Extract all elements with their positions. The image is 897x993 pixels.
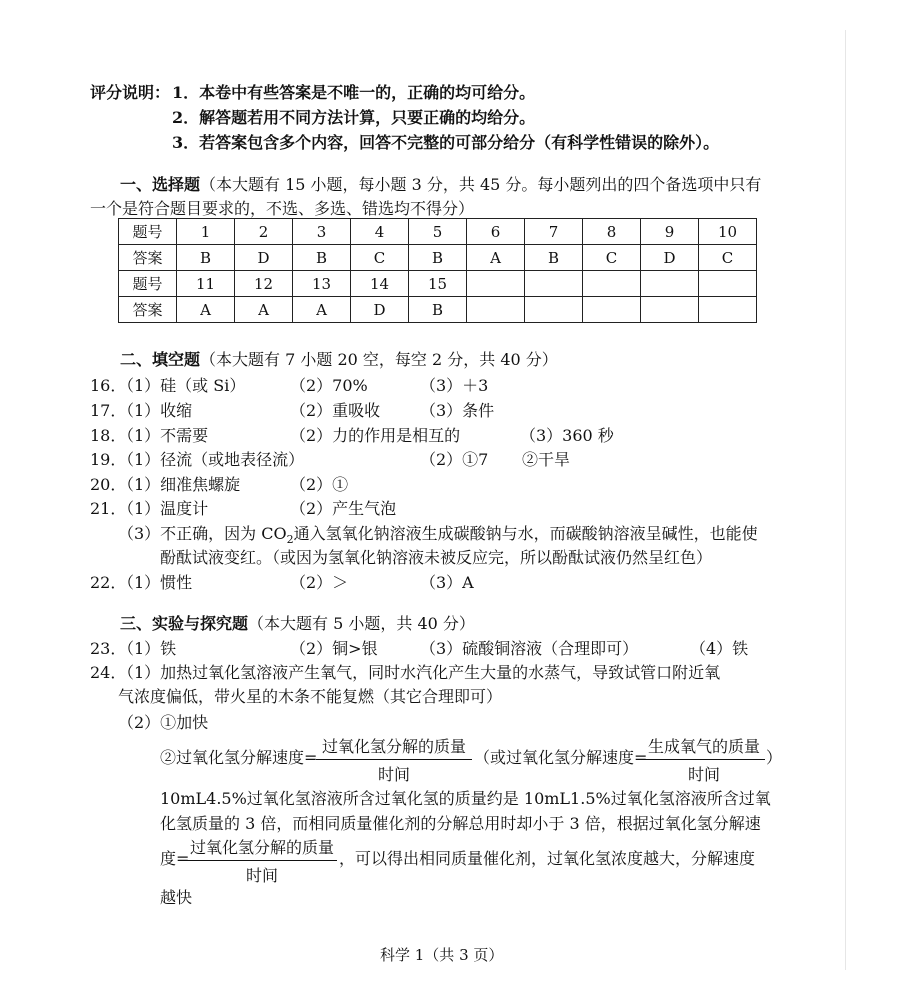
q19-number: 19． [90, 450, 127, 469]
fraction-2 [643, 734, 765, 785]
grading-note-3: 3．若答案包含多个内容，回答不完整的可部分给分（有科学性错误的除外）。 [172, 133, 720, 152]
q20-number: 20． [90, 475, 127, 494]
table-cell: D [641, 245, 699, 271]
answer-table [118, 218, 757, 323]
table-cell [583, 271, 641, 297]
table-cell [641, 297, 699, 323]
section1-desc: （本大题有 15 小题，每小题 3 分，共 45 分。每小题列出的四个备选项中只有 [200, 175, 762, 194]
fraction-3-denominator: 时间 [245, 866, 278, 885]
table-cell: D [235, 245, 293, 271]
q21-answer-2: （2）产生气泡 [290, 499, 397, 518]
table-cell: B [525, 245, 583, 271]
table-row [119, 297, 757, 323]
table-row [119, 219, 757, 245]
section2-title: 二、填空题 [120, 350, 201, 369]
table-cell: C [583, 245, 641, 271]
q19-answer-2: （2）①7 [420, 450, 489, 469]
table-cell [699, 297, 757, 323]
grading-note-1: 1．本卷中有些答案是不唯一的，正确的均可给分。 [172, 83, 536, 102]
table-cell: 4 [351, 219, 409, 245]
section3-heading [120, 611, 475, 634]
table-cell: 13 [293, 271, 351, 297]
q24-para-line3-pre: 度= [160, 849, 190, 868]
q17-number: 17． [90, 401, 127, 420]
grading-notes-label: 评分说明： [90, 83, 171, 102]
table-cell: 3 [293, 219, 351, 245]
table-cell: A [235, 297, 293, 323]
page-edge [845, 30, 846, 970]
q19-answer-1: （1）径流（或地表径流） [118, 450, 305, 469]
q16-answer-1: （1）硅（或 Si） [118, 376, 246, 395]
q17-answer-1: （1）收缩 [118, 401, 193, 420]
table-cell [467, 297, 525, 323]
table-cell: B [409, 297, 467, 323]
q24-part1-line2: 气浓度偏低，带火星的木条不能复燃（其它合理即可） [118, 687, 503, 706]
fraction-2-denominator: 时间 [687, 765, 720, 784]
q23-answer-3: （3）硫酸铜溶液（合理即可） [420, 639, 639, 658]
q16-number: 16． [90, 376, 127, 395]
table-cell: 15 [409, 271, 467, 297]
table-cell: A [467, 245, 525, 271]
section1-heading [120, 172, 761, 195]
q22-answer-1: （1）惯性 [118, 573, 193, 592]
fraction-3-numerator: 过氧化氢分解的质量 [187, 835, 337, 861]
q18-answer-2: （2）力的作用是相互的 [290, 426, 461, 445]
q16-answer-2: （2）70% [290, 376, 368, 395]
row-label: 答案 [119, 297, 177, 323]
page-footer: 科学 1（共 3 页） [380, 946, 504, 964]
q18-answer-1: （1）不需要 [118, 426, 209, 445]
section1-title: 一、选择题 [120, 175, 201, 194]
row-label: 答案 [119, 245, 177, 271]
q24-eq-prefix: ②过氧化氢分解速度= [160, 748, 318, 767]
table-cell: A [293, 297, 351, 323]
table-cell: B [409, 245, 467, 271]
table-cell: 9 [641, 219, 699, 245]
q24-para-line4: 越快 [160, 888, 193, 907]
table-cell: 14 [351, 271, 409, 297]
table-cell: 10 [699, 219, 757, 245]
table-cell: 1 [177, 219, 235, 245]
q24-para-line2: 化氢质量的 3 倍，而相同质量催化剂的分解总用时却小于 3 倍，根据过氧化氢分解速 [160, 814, 761, 833]
q20-answer-2: （2）① [290, 475, 349, 494]
section3-title: 三、实验与探究题 [120, 614, 249, 633]
table-cell: C [699, 245, 757, 271]
q21-answer-1: （1）温度计 [118, 499, 209, 518]
q17-answer-2: （2）重吸收 [290, 401, 381, 420]
table-cell: 8 [583, 219, 641, 245]
q22-answer-3: （3）A [420, 573, 474, 592]
q22-answer-2: （2）＞ [290, 573, 349, 592]
q24-part2-label: （2）①加快 [118, 713, 209, 732]
section2-heading [120, 347, 558, 370]
q24-para-line1: 10mL4.5%过氧化氢溶液所含过氧化氢的质量约是 10mL1.5%过氧化氢溶液所含过氧 [160, 789, 771, 808]
table-cell [525, 297, 583, 323]
row-label: 题号 [119, 271, 177, 297]
grading-note-2: 2．解答题若用不同方法计算，只要正确的均给分。 [172, 108, 536, 127]
q24-eq-close: ） [766, 748, 783, 767]
table-cell [583, 297, 641, 323]
q22-number: 22． [90, 573, 127, 592]
fraction-1 [316, 734, 472, 785]
table-cell [525, 271, 583, 297]
table-cell [467, 271, 525, 297]
q21-answer-3 [118, 521, 758, 546]
q24-part1-line1: （1）加热过氧化氢溶液产生氧气，同时水汽化产生大量的水蒸气，导致试管口附近氧 [118, 663, 721, 682]
section2-desc: （本大题有 7 小题 20 空，每空 2 分，共 40 分） [200, 350, 558, 369]
table-cell: C [351, 245, 409, 271]
table-cell: 12 [235, 271, 293, 297]
fraction-1-denominator: 时间 [377, 765, 410, 784]
table-cell: 2 [235, 219, 293, 245]
table-cell: A [177, 297, 235, 323]
q24-para-line3-post: ，可以得出相同质量催化剂，过氧化氢浓度越大，分解速度 [339, 849, 756, 868]
section3-desc: （本大题有 5 小题，共 40 分） [248, 614, 475, 633]
q18-answer-3: （3）360 秒 [520, 426, 614, 445]
table-row [119, 271, 757, 297]
table-cell: 7 [525, 219, 583, 245]
q17-answer-3: （3）条件 [420, 401, 495, 420]
table-cell: B [177, 245, 235, 271]
q23-answer-4: （4）铁 [690, 639, 749, 658]
table-cell: 11 [177, 271, 235, 297]
table-cell: 5 [409, 219, 467, 245]
table-cell: B [293, 245, 351, 271]
q24-number: 24． [90, 663, 127, 682]
fraction-1-numerator: 过氧化氢分解的质量 [316, 734, 472, 760]
table-row [119, 245, 757, 271]
q19-answer-3: ②干旱 [522, 450, 571, 469]
fraction-2-numerator: 生成氧气的质量 [643, 734, 765, 760]
table-cell [641, 271, 699, 297]
q23-answer-1: （1）铁 [118, 639, 177, 658]
q21-number: 21． [90, 499, 127, 518]
fraction-3 [187, 835, 337, 886]
row-label: 题号 [119, 219, 177, 245]
q16-answer-3: （3）＋3 [420, 376, 489, 395]
section1-desc-line2: 一个是符合题目要求的，不选、多选、错选均不得分） [90, 199, 475, 218]
q23-number: 23． [90, 639, 127, 658]
q21-answer-3-line2: 酚酞试液变红。（或因为氢氧化钠溶液未被反应完，所以酚酞试液仍然呈红色） [160, 548, 713, 567]
table-cell: D [351, 297, 409, 323]
q21-answer-3-pre: （3）不正确，因为 CO [118, 524, 287, 543]
q24-eq-mid: （或过氧化氢分解速度= [474, 748, 648, 767]
table-cell [699, 271, 757, 297]
co2-subscript: 2 [286, 533, 294, 547]
q20-answer-1: （1）细准焦螺旋 [118, 475, 241, 494]
q23-answer-2: （2）铜>银 [290, 639, 378, 658]
table-cell: 6 [467, 219, 525, 245]
q21-answer-3-post: 通入氢氧化钠溶液生成碳酸钠与水，而碳酸钠溶液呈碱性，也能使 [293, 524, 758, 543]
q18-number: 18． [90, 426, 127, 445]
